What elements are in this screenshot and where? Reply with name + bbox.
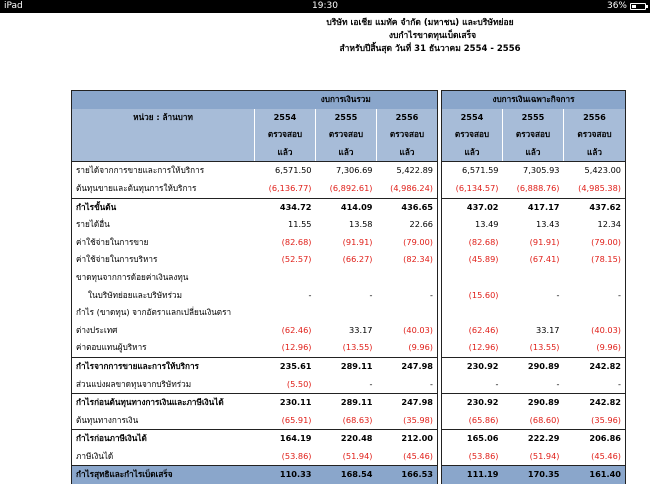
- cell-value: 206.86: [564, 430, 626, 448]
- cell-value: 417.17: [503, 198, 564, 216]
- cell-value: (78.15): [564, 251, 626, 269]
- cell-value: 22.66: [377, 216, 438, 234]
- table-row: [72, 251, 626, 269]
- cell-value: (15.60): [442, 287, 503, 305]
- company-name: บริษัท เอเชีย แมทัค จำกัด (มหาชน) และบริษัทย่อย: [326, 18, 514, 28]
- cell-value: 12.34: [564, 216, 626, 234]
- cell-value: (4,986.24): [377, 180, 438, 198]
- table-row: [72, 198, 626, 216]
- group-header-row: [72, 91, 626, 109]
- row-label: ค่าใช้จ่ายในการบริหาร: [72, 251, 255, 269]
- cell-value: (67.41): [529, 254, 560, 265]
- cell-value: [442, 269, 503, 287]
- cell-value: -: [564, 287, 626, 305]
- status-bar: [0, 0, 650, 13]
- cell-value: 5,422.89: [377, 162, 438, 180]
- unit-label-blank: [72, 126, 255, 144]
- row-label: ขาดทุนจากการด้อยค่าเงินลงทุน: [72, 269, 255, 287]
- column-header: ตรวจสอบ: [564, 126, 626, 144]
- cell-value: -: [442, 376, 503, 394]
- table-row: [72, 448, 626, 466]
- cell-value: (52.57): [281, 254, 312, 265]
- cell-value: 242.82: [564, 394, 626, 412]
- row-label: กำไรสุทธิและกำไรเบ็ดเสร็จ: [72, 466, 255, 484]
- cell-value: (40.03): [377, 322, 438, 340]
- row-label: กำไรจากการขายและการให้บริการ: [72, 357, 255, 375]
- cell-value: -: [377, 287, 438, 305]
- cell-value: 33.17: [536, 324, 560, 335]
- cell-value: 6,571.50: [275, 165, 312, 176]
- cell-value: (82.68): [442, 234, 503, 252]
- cell-value: 242.82: [564, 357, 626, 375]
- column-header: 2556: [377, 109, 438, 127]
- column-header: ตรวจสอบ: [377, 126, 438, 144]
- document-page: [0, 13, 650, 487]
- row-label: ค่าใช้จ่ายในการขาย: [72, 234, 255, 252]
- cell-value: 111.19: [442, 466, 503, 484]
- row-label: กำไรก่อนภาษีเงินได้: [72, 430, 255, 448]
- table-row: [72, 180, 626, 198]
- cell-value: 437.62: [564, 198, 626, 216]
- cell-value: (79.00): [377, 234, 438, 252]
- row-label: กำไรก่อนต้นทุนทางการเงินและภาษีเงินได้: [72, 394, 255, 412]
- table-row: [72, 412, 626, 430]
- row-label: ภาษีเงินได้: [72, 448, 255, 466]
- cell-value: -: [377, 376, 438, 394]
- table-row: [72, 216, 626, 234]
- cell-value: (53.86): [281, 450, 312, 461]
- statement-title: งบกำไรขาดทุนเบ็ดเสร็จ: [388, 31, 477, 41]
- column-header: แล้ว: [377, 144, 438, 162]
- cell-value: (35.98): [377, 412, 438, 430]
- cell-value: 7,306.69: [336, 165, 373, 176]
- cell-value: [377, 304, 438, 322]
- cell-value: (12.96): [281, 342, 312, 353]
- column-header: ตรวจสอบ: [442, 126, 503, 144]
- column-header-row: [72, 144, 626, 162]
- row-label: กำไรขั้นต้น: [72, 198, 255, 216]
- cell-value: 436.65: [377, 198, 438, 216]
- cell-value: (9.96): [564, 339, 626, 357]
- row-label: รายได้จากการขายและการให้บริการ: [72, 162, 255, 180]
- cell-value: -: [369, 289, 373, 300]
- group-header-blank: [72, 91, 255, 109]
- cell-value: [316, 304, 377, 322]
- table-row: [72, 430, 626, 448]
- cell-value: 222.29: [503, 430, 564, 448]
- battery-percent: 36%: [606, 1, 627, 11]
- column-header: 2556: [564, 109, 626, 127]
- table-row: [72, 304, 626, 322]
- cell-value: -: [556, 289, 560, 300]
- column-header: ตรวจสอบ: [316, 126, 377, 144]
- cell-value: (91.91): [342, 236, 373, 247]
- column-header: แล้ว: [255, 144, 316, 162]
- cell-value: (91.91): [529, 236, 560, 247]
- table-row: [72, 466, 626, 484]
- cell-value: [255, 269, 316, 287]
- cell-value: 161.40: [564, 466, 626, 484]
- cell-value: (6,892.61): [329, 182, 373, 193]
- cell-value: (9.96): [377, 339, 438, 357]
- cell-value: 168.54: [316, 466, 377, 484]
- cell-value: [442, 304, 503, 322]
- cell-value: 220.48: [316, 430, 377, 448]
- cell-value: (6,134.57): [442, 180, 503, 198]
- cell-value: 170.35: [503, 466, 564, 484]
- cell-value: -: [308, 289, 312, 300]
- cell-value: [503, 269, 564, 287]
- cell-value: (45.89): [442, 251, 503, 269]
- row-label: ต่างประเทศ: [72, 322, 255, 340]
- cell-value: (62.46): [442, 322, 503, 340]
- column-header: 2554: [442, 109, 503, 127]
- column-header-row: [72, 109, 626, 127]
- cell-value: 7,305.93: [523, 165, 560, 176]
- column-header-row: [72, 126, 626, 144]
- cell-value: (5.50): [286, 378, 312, 389]
- cell-value: 434.72: [255, 198, 316, 216]
- income-statement-table: [71, 90, 626, 484]
- cell-value: (66.27): [342, 254, 373, 265]
- cell-value: 13.58: [349, 219, 373, 230]
- cell-value: 289.11: [316, 394, 377, 412]
- group-consolidated: งบการเงินรวม: [255, 91, 438, 109]
- cell-value: (68.63): [342, 414, 373, 425]
- table-row: [72, 234, 626, 252]
- cell-value: 6,571.59: [442, 162, 503, 180]
- cell-value: 290.89: [503, 357, 564, 375]
- column-header: แล้ว: [564, 144, 626, 162]
- cell-value: (51.94): [529, 450, 560, 461]
- cell-value: (82.34): [377, 251, 438, 269]
- cell-value: 230.11: [255, 394, 316, 412]
- cell-value: 13.43: [536, 219, 560, 230]
- cell-value: (40.03): [564, 322, 626, 340]
- cell-value: 235.61: [255, 357, 316, 375]
- cell-value: -: [369, 378, 373, 389]
- cell-value: 230.92: [442, 357, 503, 375]
- column-header: แล้ว: [503, 144, 564, 162]
- clock: 19:30: [312, 1, 338, 11]
- row-label: กำไร (ขาดทุน) จากอัตราแลกเปลี่ยนเงินตรา: [72, 304, 255, 322]
- cell-value: (4,985.38): [564, 180, 626, 198]
- column-header: 2555: [316, 109, 377, 127]
- group-separate: งบการเงินเฉพาะกิจการ: [442, 91, 626, 109]
- cell-value: -: [564, 376, 626, 394]
- table-row: [72, 269, 626, 287]
- cell-value: 33.17: [349, 324, 373, 335]
- cell-value: 164.19: [255, 430, 316, 448]
- cell-value: (6,136.77): [268, 182, 312, 193]
- cell-value: (45.46): [377, 448, 438, 466]
- cell-value: (53.86): [442, 448, 503, 466]
- cell-value: 11.55: [288, 219, 312, 230]
- cell-value: 5,423.00: [564, 162, 626, 180]
- cell-value: 212.00: [377, 430, 438, 448]
- cell-value: 437.02: [442, 198, 503, 216]
- table-row: [72, 162, 626, 180]
- cell-value: (65.86): [442, 412, 503, 430]
- cell-value: 289.11: [316, 357, 377, 375]
- cell-value: (6,888.76): [516, 182, 560, 193]
- table-row: [72, 357, 626, 375]
- cell-value: [564, 269, 626, 287]
- row-label: ต้นทุนทางการเงิน: [72, 412, 255, 430]
- cell-value: [377, 269, 438, 287]
- cell-value: (62.46): [281, 324, 312, 335]
- unit-label: หน่วย : ล้านบาท: [72, 109, 255, 127]
- row-label: ส่วนแบ่งผลขาดทุนจากบริษัทร่วม: [72, 376, 255, 394]
- cell-value: 247.98: [377, 357, 438, 375]
- cell-value: (79.00): [564, 234, 626, 252]
- unit-label-blank: [72, 144, 255, 162]
- device-name: iPad: [4, 1, 23, 11]
- table-row: [72, 376, 626, 394]
- cell-value: (12.96): [442, 339, 503, 357]
- statement-period: สำหรับปีสิ้นสุด วันที่ 31 ธันวาคม 2554 - 2556: [339, 44, 521, 54]
- cell-value: 110.33: [255, 466, 316, 484]
- cell-value: 290.89: [503, 394, 564, 412]
- cell-value: 165.06: [442, 430, 503, 448]
- table-row: [72, 322, 626, 340]
- cell-value: [316, 269, 377, 287]
- cell-value: 13.49: [442, 216, 503, 234]
- table-row: [72, 339, 626, 357]
- column-header: ตรวจสอบ: [503, 126, 564, 144]
- cell-value: 247.98: [377, 394, 438, 412]
- row-label: ในบริษัทย่อยและบริษัทร่วม: [72, 287, 255, 305]
- row-label: ค่าตอบแทนผู้บริหาร: [72, 339, 255, 357]
- table-row: [72, 287, 626, 305]
- cell-value: [503, 304, 564, 322]
- cell-value: (68.60): [529, 414, 560, 425]
- cell-value: (35.96): [564, 412, 626, 430]
- row-label: ต้นทุนขายและต้นทุนการให้บริการ: [72, 180, 255, 198]
- statement-header: [0, 17, 650, 56]
- cell-value: 230.92: [442, 394, 503, 412]
- column-header: 2554: [255, 109, 316, 127]
- cell-value: [255, 304, 316, 322]
- cell-value: 414.09: [316, 198, 377, 216]
- cell-value: -: [556, 378, 560, 389]
- battery-icon: [630, 3, 646, 10]
- cell-value: (13.55): [342, 342, 373, 353]
- cell-value: (51.94): [342, 450, 373, 461]
- cell-value: (13.55): [529, 342, 560, 353]
- column-header: แล้ว: [316, 144, 377, 162]
- cell-value: 166.53: [377, 466, 438, 484]
- cell-value: [564, 304, 626, 322]
- cell-value: (82.68): [281, 236, 312, 247]
- column-header: 2555: [503, 109, 564, 127]
- column-header: แล้ว: [442, 144, 503, 162]
- row-label: รายได้อื่น: [72, 216, 255, 234]
- column-header: ตรวจสอบ: [255, 126, 316, 144]
- table-row: [72, 394, 626, 412]
- cell-value: (65.91): [281, 414, 312, 425]
- battery-indicator: [607, 0, 646, 13]
- cell-value: (45.46): [564, 448, 626, 466]
